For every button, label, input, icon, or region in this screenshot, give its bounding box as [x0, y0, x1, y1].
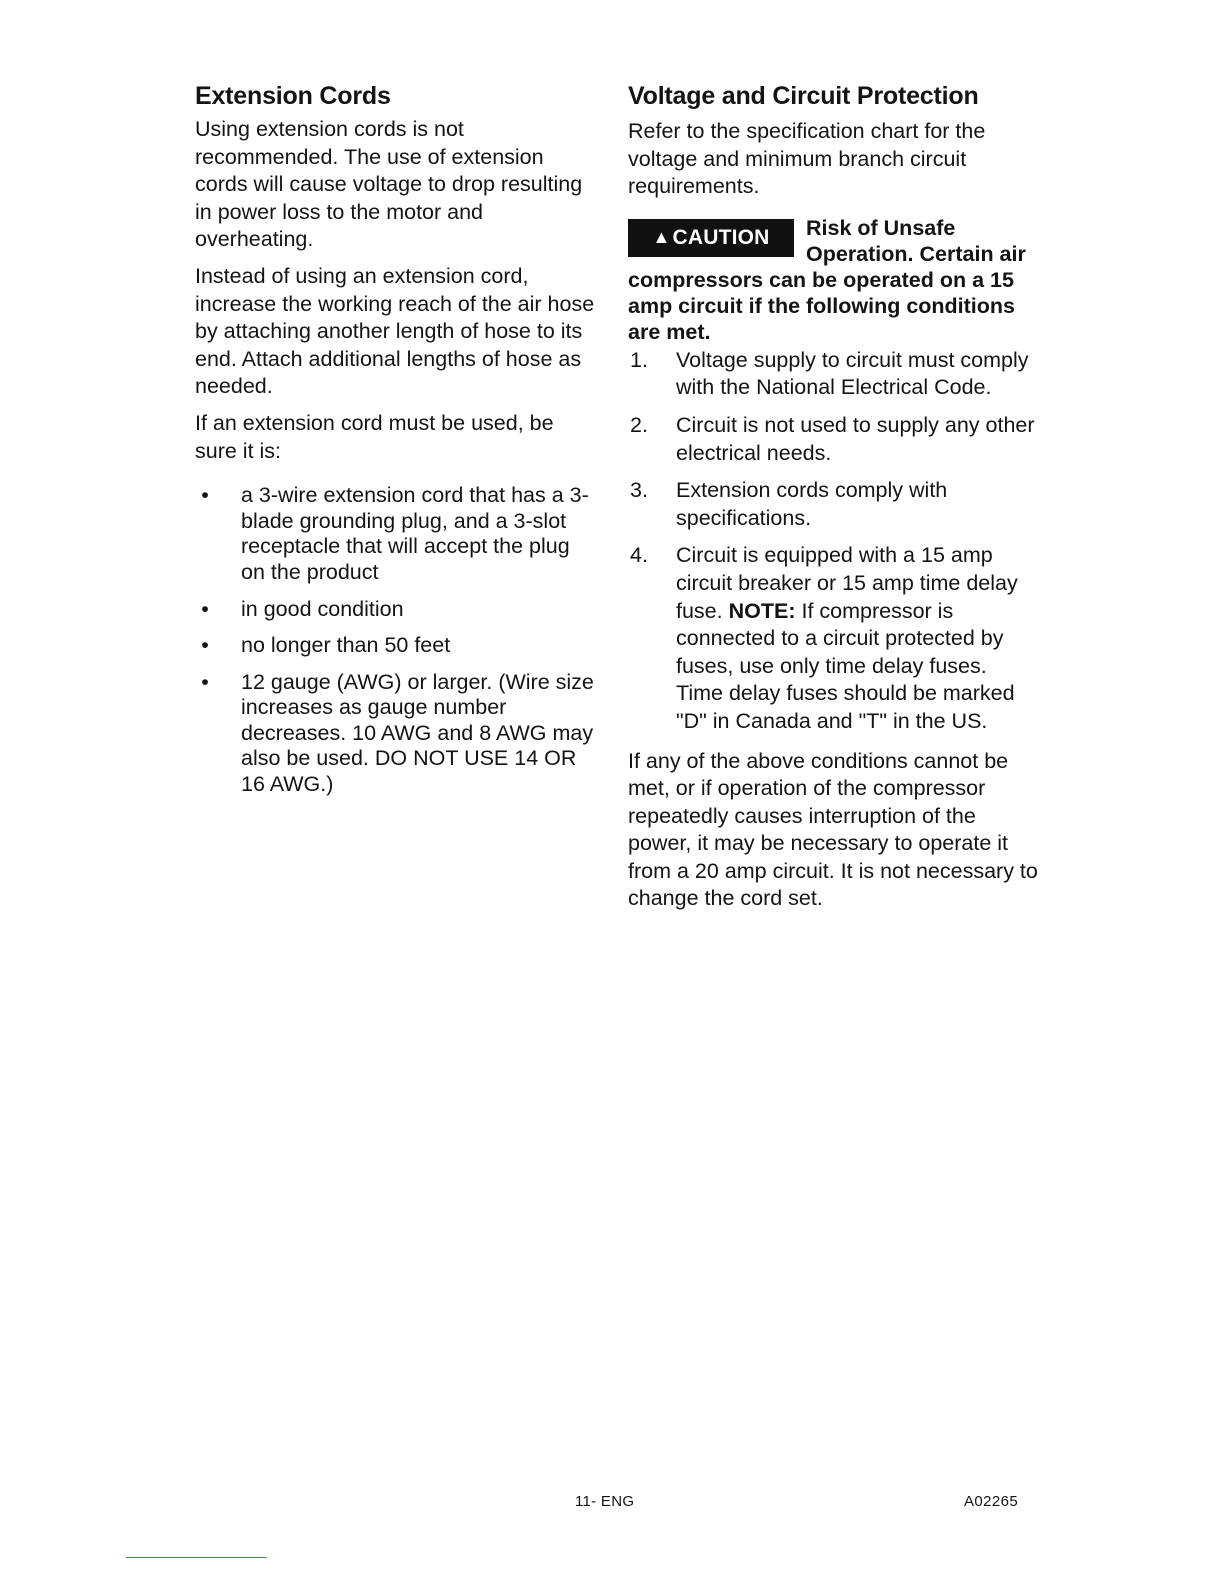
list-item — [628, 412, 1038, 467]
list-item-text: Voltage supply to circuit must comply with the National Electrical Code. — [676, 347, 1029, 400]
list-item-text: Circuit is equipped with a 15 amp circuit breaker or 15 amp time delay fuse. — [676, 543, 1018, 623]
paragraph: Instead of using an extension cord, increase the working reach of the air hose by attaching another length of hose to its end. Attach additional lengths of hose as needed. — [195, 263, 595, 399]
list-item — [628, 542, 1038, 735]
list-item-text: 12 gauge (AWG) or larger. (Wire size increases as gauge number decreases. 10 AWG and 8 AWG may also be used. DO NOT USE 14 OR 16 AWG.) — [241, 669, 594, 797]
caution-notice — [628, 215, 1038, 345]
bullet-icon: • — [201, 669, 209, 694]
list-item-text: Extension cords comply with specifications. — [676, 478, 948, 530]
note-text: If compressor is connected to a circuit protected by fuses, use only time delay fuses. Time delay fuses should be marked "D" in Canada and "T" in the US. — [676, 598, 1015, 733]
caution-lead: Risk of Unsafe Operation. — [806, 215, 956, 266]
section-heading-extension-cords: Extension Cords — [195, 82, 391, 110]
list-item — [195, 670, 595, 798]
list-number: 3. — [630, 478, 648, 503]
closing-paragraph: If any of the above conditions cannot be met, or if operation of the compressor repeatedly causes interruption of the power, it may be necessary to operate it from a 20 amp circuit. It is not necessary to change the cord set. — [628, 748, 1038, 911]
intro-paragraph: Refer to the specification chart for the voltage and minimum branch circuit requirements. — [628, 119, 986, 199]
section-heading-voltage: Voltage and Circuit Protection — [628, 82, 979, 110]
list-item — [628, 347, 1038, 402]
list-item-text: no longer than 50 feet — [241, 633, 451, 658]
list-number: 2. — [630, 412, 648, 437]
list-item — [195, 633, 595, 659]
list-item-text: Circuit is not used to supply any other electrical needs. — [676, 412, 1035, 465]
extension-cords-section — [195, 80, 595, 809]
paragraph: Using extension cords is not recommended. The use of extension cords will cause voltage to drop resulting in power loss to the motor and overheating. — [195, 117, 583, 252]
bullet-icon: • — [201, 596, 209, 621]
bullet-icon: • — [201, 633, 209, 658]
note-label: NOTE: — [728, 598, 796, 623]
caution-badge — [628, 219, 794, 257]
conditions-list — [628, 347, 1038, 736]
warning-triangle-icon: ▲ — [652, 226, 671, 247]
paragraph: If an extension cord must be used, be sure it is: — [195, 410, 554, 463]
list-number: 1. — [630, 347, 648, 372]
caution-label: CAUTION — [672, 225, 770, 249]
list-item-text: a 3-wire extension cord that has a 3-blade grounding plug, and a 3-slot receptacle that will accept the plug on the product — [241, 483, 589, 584]
bullet-icon: • — [201, 483, 209, 508]
list-item — [628, 477, 1038, 532]
list-item-text: in good condition — [241, 596, 404, 621]
list-item — [195, 597, 595, 623]
document-code: A02265 — [964, 1493, 1019, 1510]
voltage-circuit-section — [628, 80, 1038, 913]
caution-body: Certain air compressors can be operated on a 15 amp circuit if the following conditions are met. — [628, 241, 1026, 344]
page-number: 11- ENG — [575, 1493, 635, 1510]
divider — [126, 1557, 267, 1558]
list-number: 4. — [630, 543, 648, 568]
list-item — [195, 483, 595, 585]
extension-cord-requirements-list — [195, 483, 595, 798]
